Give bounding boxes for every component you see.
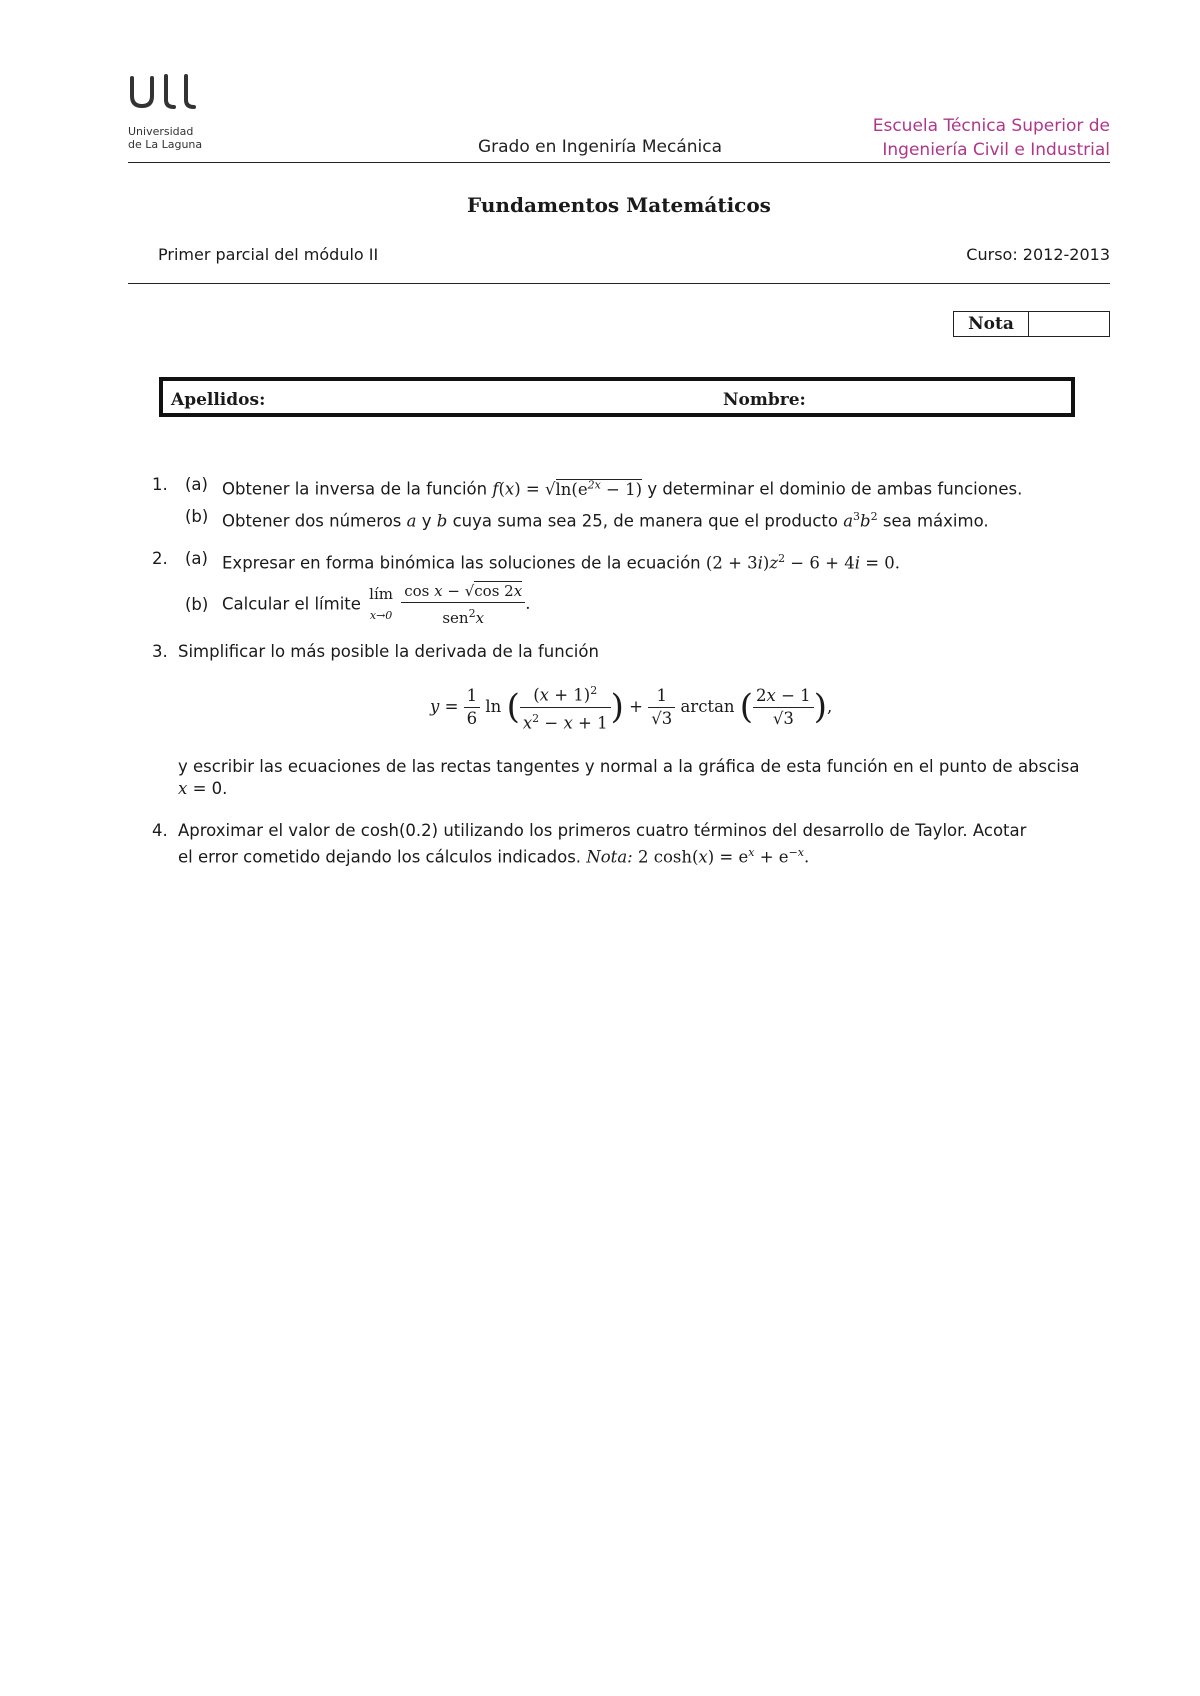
subquestion-label: (b) [185, 595, 209, 614]
header-rule [128, 162, 1110, 163]
grade-label: Nota [954, 312, 1029, 336]
course-year: Curso: 2012-2013 [966, 245, 1110, 264]
grade-box [953, 311, 1110, 337]
subquestion-label: (b) [185, 507, 209, 526]
question-1b: Obtener dos números a y b cuya suma sea 25, de manera que el producto $a^3b^2$ sea máximo. [222, 510, 989, 531]
student-name-box[interactable] [159, 377, 1075, 417]
question-2b: Calcular el límite lím x→0 $\frac{\text{cos x − √cos 2x}}{sen^2x}$ . [222, 582, 531, 627]
question-2a: Expresar en forma binómica las soluciones de la ecuación $(2 + 3i)z^2 - 6 + 4i = 0$. [222, 552, 901, 573]
question-3-continued: y escribir las ecuaciones de las rectas tangentes y normal a la gráfica de esta función en el punto de abscisa x = 0. [178, 757, 1080, 798]
university-logo-icon [128, 74, 204, 110]
function-formula: y = $\frac{1}{6}$ ln ( $\frac{(x + 1)^2}{x^2 - x + 1}$ ) + $\frac{1}{√3}$ arctan ( $\frac{2x - 1}{√3}$ ), [430, 680, 832, 734]
exam-name: Primer parcial del módulo II [158, 245, 379, 264]
name-label: Nombre: [723, 390, 806, 410]
surname-label: Apellidos: [171, 390, 266, 410]
question-3: Simplificar lo más posible la derivada de la función [178, 642, 599, 661]
question-number: 1. [152, 475, 168, 494]
subquestion-label: (a) [185, 549, 208, 568]
subquestion-label: (a) [185, 475, 208, 494]
question-4: Aproximar el valor de cosh(0.2) utilizando los primeros cuatro términos del desarrollo de Taylor. Acotar el error cometido dejando los cálculos indicados. Nota: 2 $\cosh(x) = e^x + e^{-x}$. [178, 821, 1027, 867]
question-1a: Obtener la inversa de la función $f(x) = √\ln(e^{2x} - 1)$ y determinar el dominio de ambas funciones. [222, 478, 1023, 499]
question-number: 2. [152, 549, 168, 568]
school-name: Escuela Técnica Superior de Ingeniería Civil e Industrial [872, 116, 1110, 160]
question-number: 3. [152, 642, 168, 661]
grade-field[interactable] [1029, 312, 1109, 336]
university-name: Universidad de La Laguna [128, 125, 203, 151]
subtitle-rule [128, 283, 1110, 284]
question-number: 4. [152, 821, 168, 840]
degree-name: Grado en Ingeniría Mecánica [477, 137, 723, 157]
page-title: Fundamentos Matemáticos [467, 193, 771, 217]
